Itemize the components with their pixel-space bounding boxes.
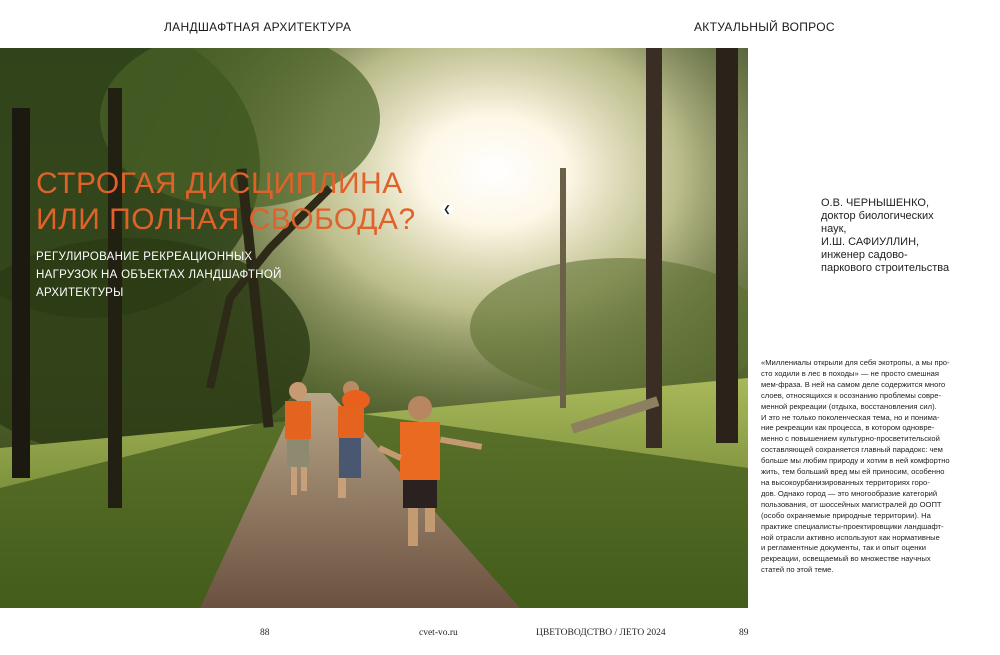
body-line: статей по этой теме. (761, 565, 834, 575)
back-arrow-icon[interactable]: ❮ (441, 203, 453, 215)
body-line: «Миллениалы открыли для себя экотропы, а мы про- (761, 358, 950, 367)
body-line: ние рекреации как процесса, в котором одновре- (761, 423, 935, 433)
authors-block (821, 197, 981, 275)
magazine-issue: ЦВЕТОВОДСТВО / ЛЕТО 2024 (536, 628, 666, 638)
title-line-2: ИЛИ ПОЛНАЯ СВОБОДА? (36, 203, 416, 236)
title-line-1: СТРОГАЯ ДИСЦИПЛИНА (36, 167, 403, 200)
subtitle-line-3: АРХИТЕКТУРЫ (36, 287, 124, 299)
body-line: и регламентные документы, так и опыт оценки (761, 543, 926, 553)
body-line: дов. Однако город — это многообразие категорий (761, 488, 938, 498)
subtitle-line-2: НАГРУЗОК НА ОБЪЕКТАХ ЛАНДШАФТНОЙ (36, 269, 282, 281)
article-subtitle (36, 248, 296, 302)
body-line: сто ходили в лес в походы» — не просто смешная (761, 368, 940, 378)
page-number-right: 89 (739, 628, 749, 638)
article-body (761, 358, 987, 576)
section-label-left: ЛАНДШАФТНАЯ АРХИТЕКТУРА (164, 20, 352, 34)
body-line: на высокоурбанизированных территориях горо- (761, 477, 930, 487)
body-line: практике специалисты-проектировщики ландшафт- (761, 521, 944, 531)
body-line: И это не только поколенческая тема, но и понима- (761, 412, 940, 422)
body-line: (особо охраняемые природные территории). На (761, 510, 931, 520)
body-line: мем-фраза. В ней на самом деле содержится много (761, 379, 946, 389)
forest-photo (0, 48, 748, 608)
article-title (36, 166, 416, 238)
site-url[interactable]: cvet-vo.ru (419, 628, 458, 638)
section-label-right: АКТУАЛЬНЫЙ ВОПРОС (694, 20, 835, 34)
author-line: И.Ш. САФИУЛЛИН, (821, 236, 920, 248)
body-line: слоев, относящихся к осознанию проблемы совре- (761, 390, 942, 400)
subtitle-line-1: РЕГУЛИРОВАНИЕ РЕКРЕАЦИОННЫХ (36, 251, 253, 263)
body-line: составляющей сохраняется главный парадокс: чем (761, 445, 943, 455)
body-line: ной отрасли активно используют как нормативные (761, 532, 940, 542)
body-line: пользования, от шоссейных магистралей до ООПТ (761, 499, 942, 509)
body-line: менной рекреации (отдыха, восстановления сил). (761, 401, 937, 411)
author-line: доктор биологических (821, 210, 934, 222)
body-line: жить, тем больший вред мы ей приносим, особенно (761, 467, 945, 477)
author-line: инженер садово- (821, 249, 908, 261)
body-line: менно с повышением культурно-просветительской (761, 434, 940, 444)
body-line: больше мы любим природу и хотим в ней комфортно (761, 456, 950, 466)
body-line: рекреации, освещаемый во множестве научных (761, 554, 931, 564)
author-line: О.В. ЧЕРНЫШЕНКО, (821, 197, 930, 209)
author-line: паркового строительства (821, 262, 950, 274)
page-number-left: 88 (260, 628, 270, 638)
author-line: наук, (821, 223, 847, 235)
